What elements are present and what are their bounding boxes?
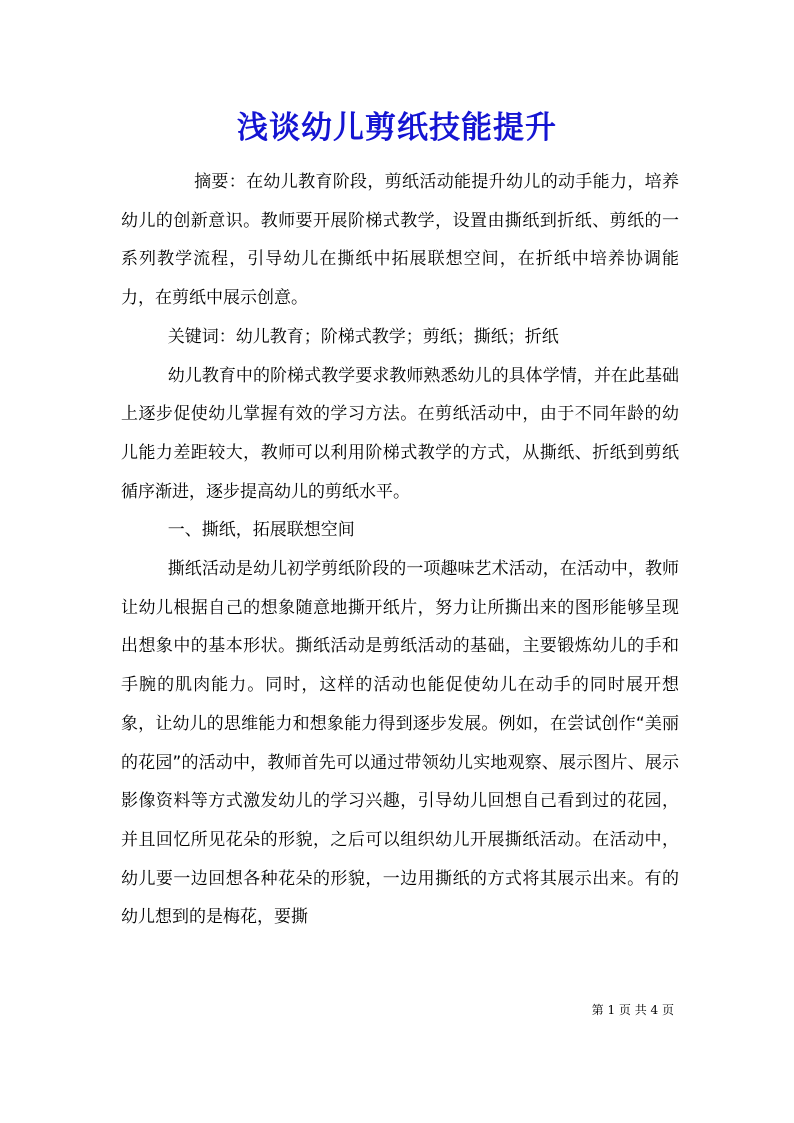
keywords-paragraph: 关键词：幼儿教育；阶梯式教学；剪纸；撕纸；折纸 (167, 326, 559, 347)
document-body (121, 163, 679, 937)
page-number-footer: 第 1 页 共 4 页 (591, 1003, 674, 1017)
document-title: 浅谈幼儿剪纸技能提升 (237, 110, 557, 146)
section-heading: 一、撕纸，拓展联想空间 (167, 520, 355, 541)
intro-paragraph: 幼儿教育中的阶梯式教学要求教师熟悉幼儿的具体学情，并在此基础上逐步促使幼儿掌握有效的学习方法。在剪纸活动中，由于不同年龄的幼儿能力差距较大，教师可以利用阶梯式教学的方式，从撕纸、折纸到剪纸循序渐进，逐步提高幼儿的剪纸水平。 (121, 365, 679, 502)
abstract-paragraph: 摘要：在幼儿教育阶段，剪纸活动能提升幼儿的动手能力，培养幼儿的创新意识。教师要开展阶梯式教学，设置由撕纸到折纸、剪纸的一系列教学流程，引导幼儿在撕纸中拓展联想空间，在折纸中培养协调能力，在剪纸中展示创意。 (121, 172, 679, 309)
body-paragraph: 撕纸活动是幼儿初学剪纸阶段的一项趣味艺术活动，在活动中，教师让幼儿根据自己的想象随意地撕开纸片，努力让所撕出来的图形能够呈现出想象中的基本形状。撕纸活动是剪纸活动的基础，主要锻炼幼儿的手和手腕的肌肉能力。同时，这样的活动也能促使幼儿在动手的同时展开想象，让幼儿的思维能力和想象能力得到逐步发展。例如，在尝试创作“美丽的花园”的活动中，教师首先可以通过带领幼儿实地观察、展示图片、展示影像资料等方式激发幼儿的学习兴趣，引导幼儿回想自己看到过的花园，并且回忆所见花朵的形貌，之后可以组织幼儿开展撕纸活动。在活动中，幼儿要一边回想各种花朵的形貌，一边用撕纸的方式将其展示出来。有的幼儿想到的是梅花，要撕 (121, 559, 679, 928)
